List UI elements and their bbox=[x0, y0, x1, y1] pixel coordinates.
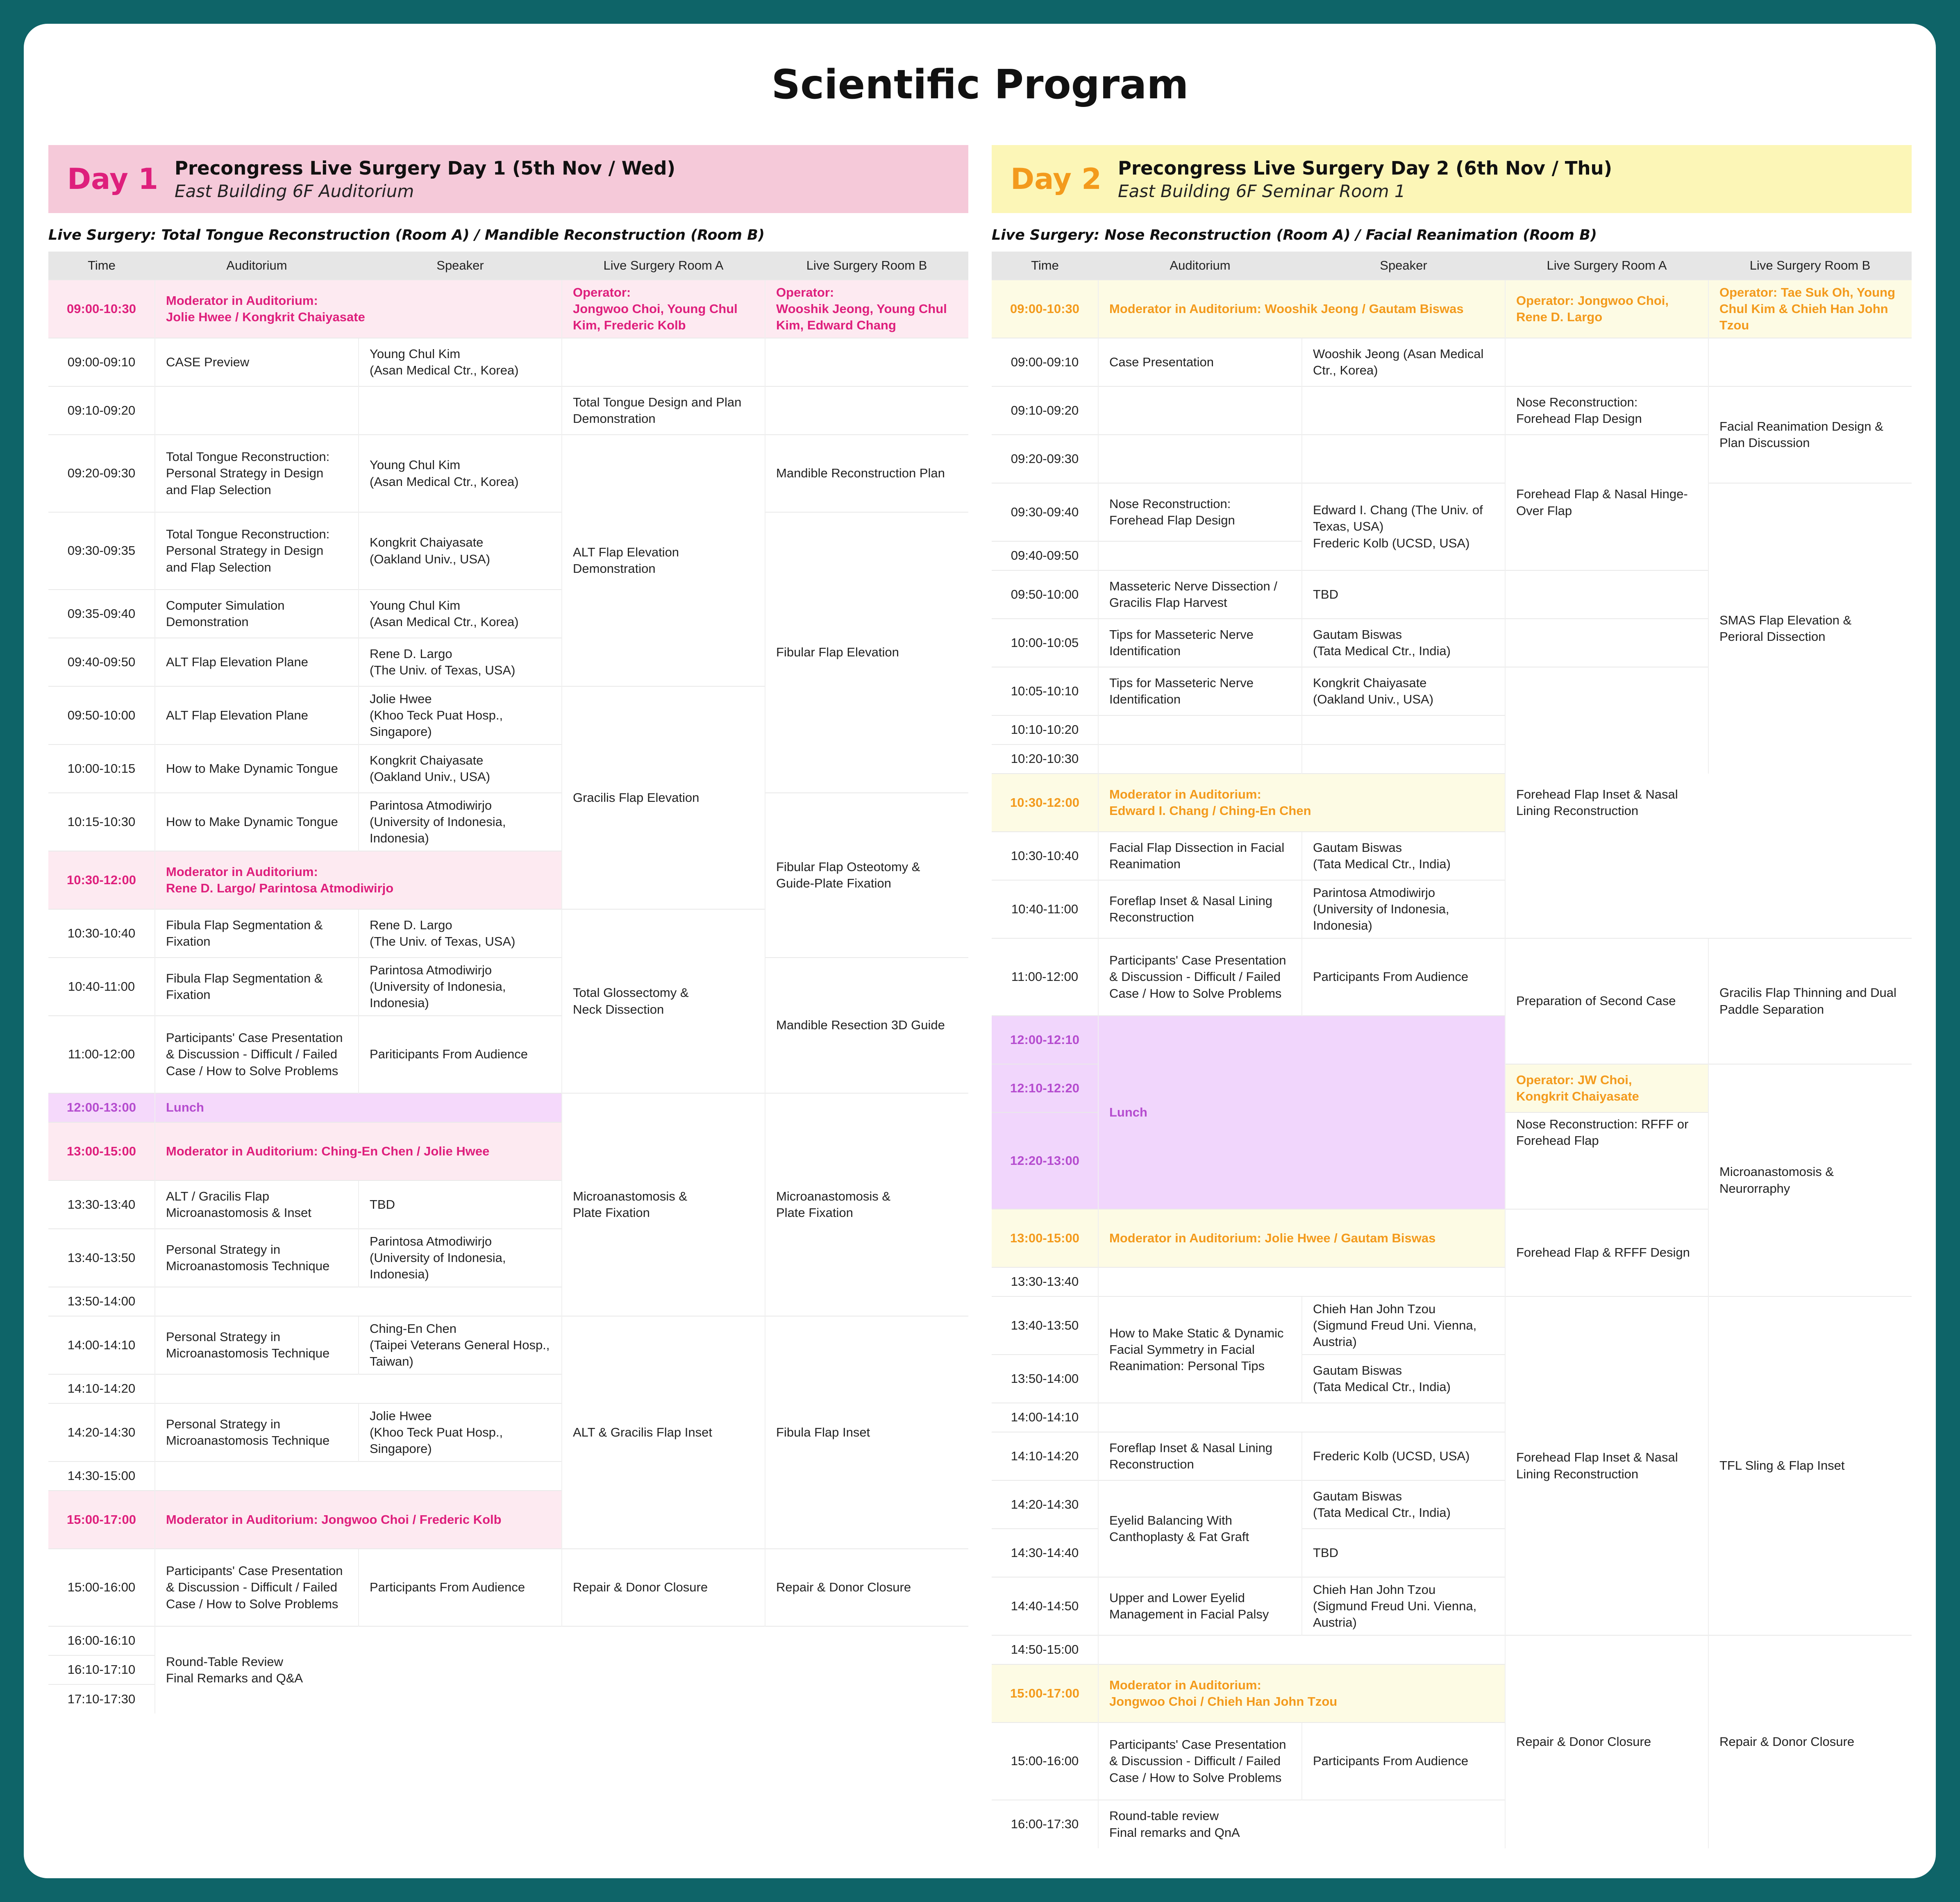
auditorium-cell: Round-table review Final remarks and QnA bbox=[1098, 1800, 1505, 1848]
speaker-cell bbox=[1302, 715, 1505, 744]
speaker-cell: Jolie Hwee (Khoo Teck Puat Hosp., Singapore) bbox=[359, 686, 562, 744]
time-cell: 10:10-10:20 bbox=[992, 715, 1098, 744]
time-cell: 09:30-09:40 bbox=[992, 483, 1098, 541]
auditorium-cell: Upper and Lower Eyelid Management in Facial Palsy bbox=[1098, 1577, 1302, 1635]
speaker-cell: Ching-En Chen (Taipei Veterans General Hosp., Taiwan) bbox=[359, 1316, 562, 1374]
time-cell: 15:00-16:00 bbox=[992, 1723, 1098, 1800]
table-row bbox=[992, 938, 1912, 1016]
auditorium-cell: Tips for Masseteric Nerve Identification bbox=[1098, 619, 1302, 667]
time-cell: 11:00-12:00 bbox=[48, 1016, 155, 1093]
auditorium-cell: Fibula Flap Segmentation & Fixation bbox=[155, 958, 359, 1016]
time-cell: 09:00-10:30 bbox=[992, 280, 1098, 338]
time-cell: 12:20-13:00 bbox=[992, 1112, 1098, 1209]
day2-label: Day 2 bbox=[1011, 162, 1102, 196]
header-time: Time bbox=[992, 252, 1098, 280]
room-a-cell bbox=[1505, 338, 1708, 386]
table-row bbox=[992, 774, 1912, 832]
speaker-cell: Parintosa Atmodiwirjo (University of Indonesia, Indonesia) bbox=[1302, 880, 1505, 938]
time-cell: 15:00-17:00 bbox=[992, 1664, 1098, 1723]
room-b-cell: SMAS Flap Elevation & Perioral Dissection bbox=[1708, 483, 1912, 774]
speaker-cell: Rene D. Largo (The Univ. of Texas, USA) bbox=[359, 638, 562, 686]
speaker-cell: Kongkrit Chaiyasate (Oakland Univ., USA) bbox=[1302, 667, 1505, 715]
auditorium-cell: Facial Flap Dissection in Facial Reanimation bbox=[1098, 832, 1302, 880]
operator-room-b: Operator: Tae Suk Oh, Young Chul Kim & Chieh Han John Tzou bbox=[1708, 280, 1912, 338]
header-room-a: Live Surgery Room A bbox=[1505, 252, 1708, 280]
time-cell: 11:00-12:00 bbox=[992, 938, 1098, 1016]
table-row bbox=[48, 958, 968, 1016]
time-cell: 16:00-16:10 bbox=[48, 1626, 155, 1655]
day2-name: Precongress Live Surgery Day 2 (6th Nov / Thu) bbox=[1118, 157, 1613, 179]
moderator-cell: Moderator in Auditorium: Edward I. Chang / Ching-En Chen bbox=[1098, 774, 1505, 832]
speaker-cell: Participants From Audience bbox=[359, 1549, 562, 1626]
moderator-cell: Moderator in Auditorium: Jongwoo Choi / Chieh Han John Tzou bbox=[1098, 1664, 1505, 1723]
time-cell: 14:20-14:30 bbox=[992, 1480, 1098, 1529]
room-b-cell: Fibular Flap Elevation bbox=[765, 512, 968, 793]
auditorium-cell: Round-Table Review Final Remarks and Q&A bbox=[155, 1626, 968, 1714]
time-cell: 13:30-13:40 bbox=[48, 1180, 155, 1229]
room-a-cell: Forehead Flap Inset & Nasal Lining Reconstruction bbox=[1505, 1296, 1708, 1635]
room-b-cell: Microanastomosis & Neurorraphy bbox=[1708, 1064, 1912, 1296]
room-a-cell: Nose Reconstruction: RFFF or Forehead Flap bbox=[1505, 1112, 1708, 1209]
day1-label: Day 1 bbox=[67, 162, 158, 196]
time-cell: 14:30-15:00 bbox=[48, 1462, 155, 1491]
time-cell: 13:40-13:50 bbox=[48, 1229, 155, 1287]
day1-schedule-table bbox=[48, 252, 968, 1714]
table-row bbox=[992, 1635, 1912, 1664]
speaker-cell: Chieh Han John Tzou (Sigmund Freud Uni. Vienna, Austria) bbox=[1302, 1577, 1505, 1635]
time-cell: 09:00-10:30 bbox=[48, 280, 155, 338]
header-speaker: Speaker bbox=[359, 252, 562, 280]
day2-schedule-table bbox=[992, 252, 1912, 1848]
speaker-cell: Edward I. Chang (The Univ. of Texas, USA) Frederic Kolb (UCSD, USA) bbox=[1302, 483, 1505, 570]
room-b-cell: Mandible Resection 3D Guide bbox=[765, 958, 968, 1093]
speaker-cell bbox=[1302, 435, 1505, 483]
auditorium-cell: CASE Preview bbox=[155, 338, 359, 386]
room-b-cell: Fibular Flap Osteotomy & Guide-Plate Fixation bbox=[765, 793, 968, 958]
room-a-cell: Forehead Flap Inset & Nasal Lining Reconstruction bbox=[1505, 667, 1708, 938]
auditorium-cell: Total Tongue Reconstruction: Personal Strategy in Design and Flap Selection bbox=[155, 435, 359, 512]
time-cell: 09:50-10:00 bbox=[48, 686, 155, 744]
time-cell: 13:40-13:50 bbox=[992, 1296, 1098, 1355]
speaker-cell: Gautam Biswas (Tata Medical Ctr., India) bbox=[1302, 832, 1505, 880]
time-cell: 09:50-10:00 bbox=[992, 570, 1098, 619]
time-cell: 13:00-15:00 bbox=[992, 1209, 1098, 1267]
table-row bbox=[48, 512, 968, 590]
speaker-cell: Kongkrit Chaiyasate (Oakland Univ., USA) bbox=[359, 512, 562, 590]
room-b-cell: Gracilis Flap Thinning and Dual Paddle Separation bbox=[1708, 938, 1912, 1064]
speaker-cell: Young Chul Kim (Asan Medical Ctr., Korea) bbox=[359, 338, 562, 386]
header-time: Time bbox=[48, 252, 155, 280]
table-row bbox=[992, 386, 1912, 435]
auditorium-cell: Participants' Case Presentation & Discussion - Difficult / Failed Case / How to Solve Problems bbox=[155, 1016, 359, 1093]
table-row bbox=[48, 793, 968, 851]
moderator-cell: Moderator in Auditorium: Ching-En Chen / Jolie Hwee bbox=[155, 1122, 562, 1180]
auditorium-cell: How to Make Dynamic Tongue bbox=[155, 744, 359, 793]
table-row bbox=[48, 386, 968, 435]
speaker-cell: Pariticipants From Audience bbox=[359, 1016, 562, 1093]
time-cell: 10:30-12:00 bbox=[992, 774, 1098, 832]
room-b-cell bbox=[765, 386, 968, 435]
auditorium-cell bbox=[1098, 1403, 1505, 1432]
time-cell: 10:05-10:10 bbox=[992, 667, 1098, 715]
day1-header bbox=[48, 145, 968, 213]
time-cell: 13:50-14:00 bbox=[992, 1355, 1098, 1403]
speaker-cell: Parintosa Atmodiwirjo (University of Indonesia, Indonesia) bbox=[359, 793, 562, 851]
time-cell: 09:20-09:30 bbox=[48, 435, 155, 512]
time-cell: 09:10-09:20 bbox=[992, 386, 1098, 435]
time-cell: 10:00-10:15 bbox=[48, 744, 155, 793]
time-cell: 16:10-17:10 bbox=[48, 1655, 155, 1684]
room-b-cell bbox=[765, 338, 968, 386]
table-row bbox=[992, 338, 1912, 386]
auditorium-cell: ALT / Gracilis Flap Microanastomosis & Inset bbox=[155, 1180, 359, 1229]
time-cell: 17:10-17:30 bbox=[48, 1684, 155, 1714]
room-a-cell: Total Tongue Design and Plan Demonstration bbox=[562, 386, 765, 435]
auditorium-cell: Eyelid Balancing With Canthoplasty & Fat Graft bbox=[1098, 1480, 1302, 1577]
table-row bbox=[992, 280, 1912, 338]
room-a-cell bbox=[1505, 619, 1708, 667]
auditorium-cell: Case Presentation bbox=[1098, 338, 1302, 386]
auditorium-cell bbox=[1098, 541, 1302, 570]
auditorium-cell: Fibula Flap Segmentation & Fixation bbox=[155, 909, 359, 958]
time-cell: 15:00-16:00 bbox=[48, 1549, 155, 1626]
room-a-cell: Preparation of Second Case bbox=[1505, 938, 1708, 1064]
time-cell: 09:40-09:50 bbox=[48, 638, 155, 686]
header-room-b: Live Surgery Room B bbox=[765, 252, 968, 280]
time-cell: 14:40-14:50 bbox=[992, 1577, 1098, 1635]
room-a-cell: Forehead Flap & Nasal Hinge-Over Flap bbox=[1505, 435, 1708, 570]
page-title: Scientific Program bbox=[771, 61, 1189, 108]
auditorium-cell: Nose Reconstruction: Forehead Flap Design bbox=[1098, 483, 1302, 541]
speaker-cell: Kongkrit Chaiyasate (Oakland Univ., USA) bbox=[359, 744, 562, 793]
room-b-cell: TFL Sling & Flap Inset bbox=[1708, 1296, 1912, 1635]
day1-subtitle: Live Surgery: Total Tongue Reconstruction (Room A) / Mandible Reconstruction (Room B) bbox=[48, 227, 765, 243]
auditorium-cell: Personal Strategy in Microanastomosis Technique bbox=[155, 1316, 359, 1374]
operator-room-a: Operator: Jongwoo Choi, Rene D. Largo bbox=[1505, 280, 1708, 338]
day2-header bbox=[992, 145, 1912, 213]
header-speaker: Speaker bbox=[1302, 252, 1505, 280]
speaker-cell: Gautam Biswas (Tata Medical Ctr., India) bbox=[1302, 1480, 1505, 1529]
moderator-cell: Moderator in Auditorium: Jolie Hwee / Gautam Biswas bbox=[1098, 1209, 1505, 1267]
time-cell: 10:15-10:30 bbox=[48, 793, 155, 851]
time-cell: 12:10-12:20 bbox=[992, 1064, 1098, 1112]
header-room-a: Live Surgery Room A bbox=[562, 252, 765, 280]
time-cell: 10:40-11:00 bbox=[992, 880, 1098, 938]
table-header bbox=[992, 252, 1912, 280]
auditorium-cell: Total Tongue Reconstruction: Personal Strategy in Design and Flap Selection bbox=[155, 512, 359, 590]
time-cell: 09:00-09:10 bbox=[48, 338, 155, 386]
room-a-cell bbox=[562, 338, 765, 386]
auditorium-cell: How to Make Dynamic Tongue bbox=[155, 793, 359, 851]
time-cell: 13:50-14:00 bbox=[48, 1287, 155, 1316]
time-cell: 10:30-10:40 bbox=[992, 832, 1098, 880]
day2-subtitle: Live Surgery: Nose Reconstruction (Room A) / Facial Reanimation (Room B) bbox=[992, 227, 1597, 243]
auditorium-cell bbox=[1098, 1267, 1505, 1296]
auditorium-cell bbox=[1098, 386, 1302, 435]
day2-room: East Building 6F Seminar Room 1 bbox=[1118, 181, 1406, 201]
day1-column bbox=[48, 145, 968, 1714]
time-cell: 10:20-10:30 bbox=[992, 744, 1098, 774]
room-b-cell bbox=[1708, 338, 1912, 386]
room-a-cell: Microanastomosis & Plate Fixation bbox=[562, 1093, 765, 1316]
speaker-cell: Parintosa Atmodiwirjo (University of Indonesia, Indonesia) bbox=[359, 1229, 562, 1287]
auditorium-cell: Participants' Case Presentation & Discussion - Difficult / Failed Case / How to Solve Problems bbox=[155, 1549, 359, 1626]
auditorium-cell: Personal Strategy in Microanastomosis Technique bbox=[155, 1403, 359, 1462]
speaker-cell: Wooshik Jeong (Asan Medical Ctr., Korea) bbox=[1302, 338, 1505, 386]
time-cell: 13:00-15:00 bbox=[48, 1122, 155, 1180]
time-cell: 16:00-17:30 bbox=[992, 1800, 1098, 1848]
time-cell: 10:30-12:00 bbox=[48, 851, 155, 909]
room-a-cell bbox=[1505, 570, 1708, 619]
operator-room-b: Operator: Wooshik Jeong, Young Chul Kim, Edward Chang bbox=[765, 280, 968, 338]
time-cell: 10:40-11:00 bbox=[48, 958, 155, 1016]
auditorium-cell bbox=[155, 1287, 562, 1316]
speaker-cell: TBD bbox=[359, 1180, 562, 1229]
auditorium-cell: Participants' Case Presentation & Discussion - Difficult / Failed Case / How to Solve Problems bbox=[1098, 1723, 1302, 1800]
auditorium-cell: Computer Simulation Demonstration bbox=[155, 590, 359, 638]
speaker-cell: TBD bbox=[1302, 1529, 1505, 1577]
speaker-cell: Frederic Kolb (UCSD, USA) bbox=[1302, 1432, 1505, 1480]
time-cell: 09:35-09:40 bbox=[48, 590, 155, 638]
auditorium-cell bbox=[1098, 435, 1302, 483]
speaker-cell: TBD bbox=[1302, 570, 1505, 619]
speaker-cell: Jolie Hwee (Khoo Teck Puat Hosp., Singapore) bbox=[359, 1403, 562, 1462]
auditorium-cell: ALT Flap Elevation Plane bbox=[155, 638, 359, 686]
auditorium-cell: Tips for Masseteric Nerve Identification bbox=[1098, 667, 1302, 715]
speaker-cell: Chieh Han John Tzou (Sigmund Freud Uni. Vienna, Austria) bbox=[1302, 1296, 1505, 1355]
auditorium-cell: Foreflap Inset & Nasal Lining Reconstruction bbox=[1098, 880, 1302, 938]
header-auditorium: Auditorium bbox=[1098, 252, 1302, 280]
room-b-cell: Repair & Donor Closure bbox=[1708, 1635, 1912, 1848]
day1-name: Precongress Live Surgery Day 1 (5th Nov / Wed) bbox=[175, 157, 676, 179]
moderator-cell: Moderator in Auditorium: Rene D. Largo/ Parintosa Atmodiwirjo bbox=[155, 851, 562, 909]
header-auditorium: Auditorium bbox=[155, 252, 359, 280]
table-header bbox=[48, 252, 968, 280]
room-b-cell: Fibula Flap Inset bbox=[765, 1316, 968, 1549]
auditorium-cell bbox=[155, 1374, 562, 1403]
auditorium-cell bbox=[1098, 744, 1302, 774]
auditorium-cell bbox=[155, 1462, 562, 1491]
auditorium-cell bbox=[1098, 715, 1302, 744]
time-cell: 14:50-15:00 bbox=[992, 1635, 1098, 1664]
table-row bbox=[48, 1626, 968, 1655]
speaker-cell: Rene D. Largo (The Univ. of Texas, USA) bbox=[359, 909, 562, 958]
room-b-cell: Mandible Reconstruction Plan bbox=[765, 435, 968, 512]
time-cell: 14:10-14:20 bbox=[992, 1432, 1098, 1480]
speaker-cell bbox=[1302, 744, 1505, 774]
room-a-cell: Forehead Flap & RFFF Design bbox=[1505, 1209, 1708, 1296]
auditorium-cell: Masseteric Nerve Dissection / Gracilis Flap Harvest bbox=[1098, 570, 1302, 619]
table-row bbox=[992, 880, 1912, 938]
time-cell: 09:10-09:20 bbox=[48, 386, 155, 435]
table-row bbox=[48, 1093, 968, 1122]
speaker-cell: Gautam Biswas (Tata Medical Ctr., India) bbox=[1302, 1355, 1505, 1403]
table-row bbox=[48, 280, 968, 338]
room-a-cell: ALT Flap Elevation Demonstration bbox=[562, 435, 765, 686]
room-a-cell: ALT & Gracilis Flap Inset bbox=[562, 1316, 765, 1549]
time-cell: 09:40-09:50 bbox=[992, 541, 1098, 570]
table-row bbox=[48, 338, 968, 386]
room-a-cell: Repair & Donor Closure bbox=[562, 1549, 765, 1626]
speaker-cell: Gautam Biswas (Tata Medical Ctr., India) bbox=[1302, 619, 1505, 667]
time-cell: 09:00-09:10 bbox=[992, 338, 1098, 386]
speaker-cell: Parintosa Atmodiwirjo (University of Indonesia, Indonesia) bbox=[359, 958, 562, 1016]
time-cell: 14:00-14:10 bbox=[48, 1316, 155, 1374]
time-cell: 14:30-14:40 bbox=[992, 1529, 1098, 1577]
auditorium-cell: How to Make Static & Dynamic Facial Symmetry in Facial Reanimation: Personal Tips bbox=[1098, 1296, 1302, 1403]
speaker-cell bbox=[1302, 386, 1505, 435]
room-a-cell: Gracilis Flap Elevation bbox=[562, 686, 765, 909]
room-a-cell: Total Glossectomy & Neck Dissection bbox=[562, 909, 765, 1093]
table-row bbox=[992, 483, 1912, 541]
speaker-cell: Young Chul Kim (Asan Medical Ctr., Korea) bbox=[359, 435, 562, 512]
table-row bbox=[992, 1296, 1912, 1355]
speaker-cell: Young Chul Kim (Asan Medical Ctr., Korea) bbox=[359, 590, 562, 638]
room-a-cell: Nose Reconstruction: Forehead Flap Design bbox=[1505, 386, 1708, 435]
table-row bbox=[48, 1316, 968, 1374]
room-b-cell: Repair & Donor Closure bbox=[765, 1549, 968, 1626]
lunch-cell: Lunch bbox=[155, 1093, 562, 1122]
moderator-cell: Moderator in Auditorium: Jongwoo Choi / Frederic Kolb bbox=[155, 1491, 562, 1549]
auditorium-cell: Foreflap Inset & Nasal Lining Reconstruction bbox=[1098, 1432, 1302, 1480]
room-b-cell: Microanastomosis & Plate Fixation bbox=[765, 1093, 968, 1316]
speaker-cell: Participants From Audience bbox=[1302, 1723, 1505, 1800]
table-row bbox=[992, 832, 1912, 880]
moderator-cell: Moderator in Auditorium: Wooshik Jeong / Gautam Biswas bbox=[1098, 280, 1505, 338]
table-row bbox=[48, 1549, 968, 1626]
operator-room-a: Operator: Jongwoo Choi, Young Chul Kim, Frederic Kolb bbox=[562, 280, 765, 338]
time-cell: 09:30-09:35 bbox=[48, 512, 155, 590]
speaker-cell bbox=[359, 386, 562, 435]
speaker-cell: Participants From Audience bbox=[1302, 938, 1505, 1016]
room-a-cell: Repair & Donor Closure bbox=[1505, 1635, 1708, 1848]
operator-room-a: Operator: JW Choi, Kongkrit Chaiyasate bbox=[1505, 1064, 1708, 1112]
time-cell: 10:30-10:40 bbox=[48, 909, 155, 958]
time-cell: 10:00-10:05 bbox=[992, 619, 1098, 667]
day1-room: East Building 6F Auditorium bbox=[175, 181, 414, 201]
auditorium-cell: Personal Strategy in Microanastomosis Technique bbox=[155, 1229, 359, 1287]
auditorium-cell: Participants' Case Presentation & Discussion - Difficult / Failed Case / How to Solve Problems bbox=[1098, 938, 1302, 1016]
time-cell: 14:00-14:10 bbox=[992, 1403, 1098, 1432]
time-cell: 09:20-09:30 bbox=[992, 435, 1098, 483]
auditorium-cell bbox=[1098, 1635, 1505, 1664]
time-cell: 14:20-14:30 bbox=[48, 1403, 155, 1462]
room-b-cell: Facial Reanimation Design & Plan Discussion bbox=[1708, 386, 1912, 483]
time-cell: 15:00-17:00 bbox=[48, 1491, 155, 1549]
moderator-cell: Moderator in Auditorium: Jolie Hwee / Kongkrit Chaiyasate bbox=[155, 280, 562, 338]
table-row bbox=[48, 435, 968, 512]
time-cell: 14:10-14:20 bbox=[48, 1374, 155, 1403]
auditorium-cell: ALT Flap Elevation Plane bbox=[155, 686, 359, 744]
header-room-b: Live Surgery Room B bbox=[1708, 252, 1912, 280]
time-cell: 12:00-13:00 bbox=[48, 1093, 155, 1122]
time-cell: 13:30-13:40 bbox=[992, 1267, 1098, 1296]
auditorium-cell bbox=[155, 386, 359, 435]
day2-column bbox=[992, 145, 1912, 1848]
lunch-cell: Lunch bbox=[1098, 1016, 1505, 1209]
time-cell: 12:00-12:10 bbox=[992, 1016, 1098, 1064]
